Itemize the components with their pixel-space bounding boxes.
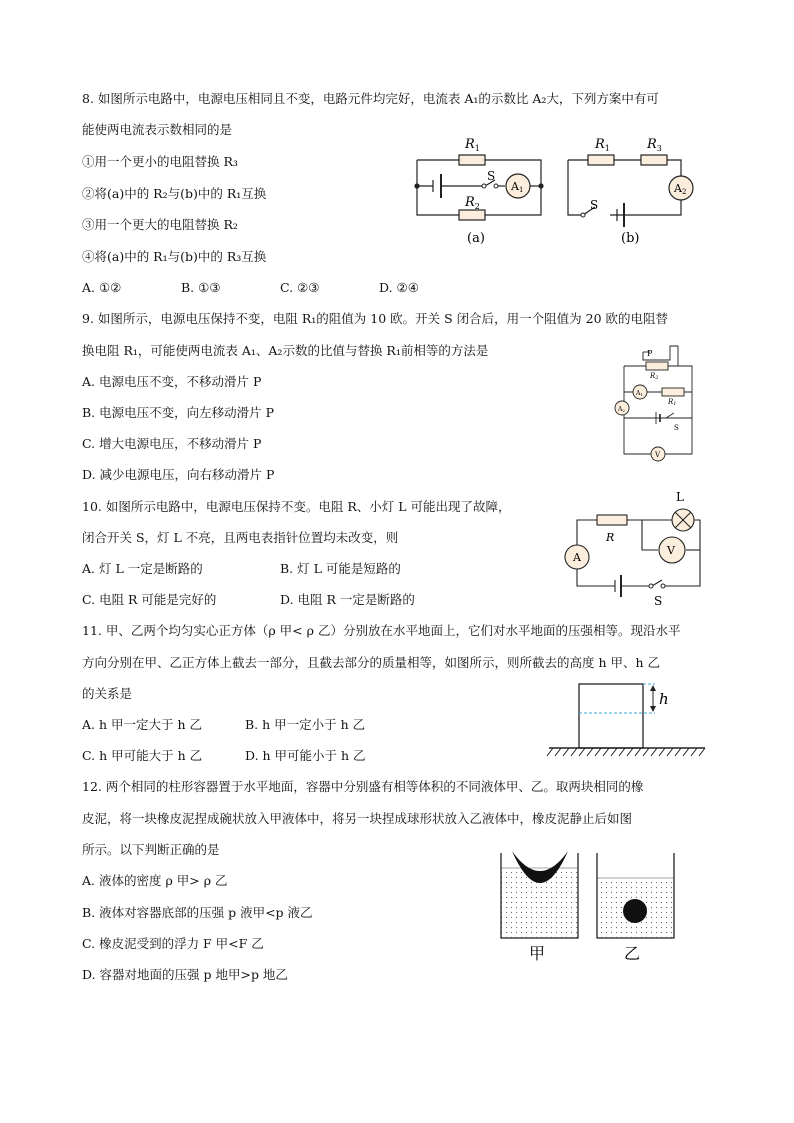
q8-b-r1-resistor (588, 155, 614, 165)
q8-item-3: ③用一个更大的电阻替换 R₂ (82, 217, 238, 232)
q8-item-1: ①用一个更小的电阻替换 R₃ (82, 154, 238, 169)
svg-text:A1: A1 (636, 390, 643, 397)
svg-text:h: h (659, 690, 669, 708)
q11-cube-figure (545, 676, 715, 760)
svg-text:A: A (573, 551, 581, 564)
q11-option-b: B. h 甲一定小于 h 乙 (245, 717, 366, 732)
svg-text:L: L (676, 490, 684, 504)
q8-item-2: ②将(a)中的 R₂与(b)中的 R₁互换 (82, 186, 267, 201)
q9-option-c: C. 增大电源电压，不移动滑片 P (82, 436, 262, 451)
q10-option-b: B. 灯 L 可能是短路的 (280, 561, 401, 576)
q12-stem-line-2: 皮泥，将一块橡皮泥捏成碗状放入甲液体中，将另一块捏成球形状放入乙液体中，橡皮泥静止后如图 (82, 811, 633, 826)
q9-r1-resistor (662, 388, 684, 396)
svg-text:S: S (487, 169, 496, 183)
q12-option-a: A. 液体的密度 ρ 甲> ρ 乙 (82, 873, 228, 888)
svg-text:R: R (606, 531, 615, 544)
q10-option-d: D. 电阻 R 一定是断路的 (280, 592, 415, 607)
q12-option-d: D. 容器对地面的压强 p 地甲>p 地乙 (82, 967, 288, 982)
q9-option-a: A. 电源电压不变，不移动滑片 P (82, 374, 262, 389)
svg-text:S: S (654, 594, 663, 608)
q12-ball-clay (623, 899, 647, 923)
q10-option-a: A. 灯 L 一定是断路的 (82, 561, 203, 576)
q12-option-c: C. 橡皮泥受到的浮力 F 甲<F 乙 (82, 936, 264, 951)
q8-option-b: B. ①③ (181, 280, 221, 295)
svg-text:R2: R2 (650, 372, 659, 381)
q8-stem-line-1: 8. 如图所示电路中，电源电压相同且不变，电路元件均完好，电流表 A₁的示数比 A₂大，下列方案中有可 (82, 91, 659, 106)
q11-stem-line-1: 11. 甲、乙两个均匀实心正方体（ρ 甲< ρ 乙）分别放在水平地面上，它们对水平地面的压强相等。现沿水平 (82, 623, 681, 638)
q11-stem-line-2: 方向分别在甲、乙正方体上截去一部分，且截去部分的质量相等，如图所示，则所截去的高度 h 甲、h 乙 (82, 655, 661, 670)
q8-caption-a: (a) (467, 231, 485, 246)
q8-caption-b: (b) (621, 231, 640, 246)
q11-cube (579, 684, 643, 748)
q8-option-a: A. ①② (82, 280, 122, 295)
q12-label-yi: 乙 (624, 944, 641, 963)
svg-text:R3: $R_3$ (647, 137, 662, 153)
q8-a-r2-resistor (459, 210, 485, 220)
svg-text:S: S (674, 424, 679, 432)
svg-text:A2: A2 (674, 182, 687, 196)
q12-label-jia: 甲 (529, 944, 546, 963)
q10-stem-line-1: 10. 如图所示电路中，电源电压保持不变。电阻 R、小灯 L 可能出现了故障， (82, 499, 511, 514)
q8-b-r3-resistor (641, 155, 667, 165)
svg-text:R1: $R_1$ (465, 137, 480, 153)
q8-circuit-figure (405, 128, 705, 250)
svg-text:A2: A2 (618, 406, 625, 413)
q10-stem-line-2: 闭合开关 S，灯 L 不亮，且两电表指针位置均未改变，则 (82, 530, 399, 545)
q12-stem-line-1: 12. 两个相同的柱形容器置于水平地面，容器中分别盛有相等体积的不同液体甲、乙。取两块相同的橡 (82, 779, 644, 794)
svg-text:P: P (647, 349, 653, 358)
q10-resistor-r (597, 515, 627, 525)
q12-containers-figure (494, 845, 694, 965)
q9-r2-slider-resistor (646, 362, 668, 370)
svg-text:S: S (590, 198, 599, 212)
q10-option-c: C. 电阻 R 可能是完好的 (82, 592, 217, 607)
q11-option-a: A. h 甲一定大于 h 乙 (82, 717, 202, 732)
q9-stem-line-1: 9. 如图所示，电源电压保持不变，电阻 R₁的阻值为 10 欧。开关 S 闭合后，用一个阻值为 20 欧的电阻替 (82, 311, 669, 326)
q9-circuit-figure (610, 338, 700, 464)
q8-option-d: D. ②④ (379, 280, 419, 295)
q9-option-d: D. 减少电源电压，向右移动滑片 P (82, 467, 275, 482)
q8-item-4: ④将(a)中的 R₁与(b)中的 R₃互换 (82, 249, 267, 264)
q11-option-c: C. h 甲可能大于 h 乙 (82, 748, 203, 763)
svg-text:A1: A1 (511, 180, 524, 194)
q8-stem-line-2: 能使两电流表示数相同的是 (82, 122, 233, 137)
q10-circuit-figure (560, 488, 720, 608)
svg-text:V: V (667, 544, 675, 557)
svg-text:R2: $R_2$ (465, 195, 480, 211)
q8-option-c: C. ②③ (280, 280, 320, 295)
q9-stem-line-2: 换电阻 R₁，可能使两电流表 A₁、A₂示数的比值与替换 R₁前相等的方法是 (82, 343, 489, 358)
q11-option-d: D. h 甲可能小于 h 乙 (245, 748, 366, 763)
svg-text:R1: R1 (668, 398, 677, 407)
q12-stem-line-3: 所示。以下判断正确的是 (82, 842, 220, 857)
svg-text:V: V (655, 451, 661, 459)
q12-option-b: B. 液体对容器底部的压强 p 液甲<p 液乙 (82, 905, 313, 920)
q11-stem-line-3: 的关系是 (82, 686, 133, 701)
svg-text:R1: $R_1$ (595, 137, 610, 153)
q8-a-r1-resistor (459, 155, 485, 165)
q9-option-b: B. 电源电压不变，向左移动滑片 P (82, 405, 275, 420)
